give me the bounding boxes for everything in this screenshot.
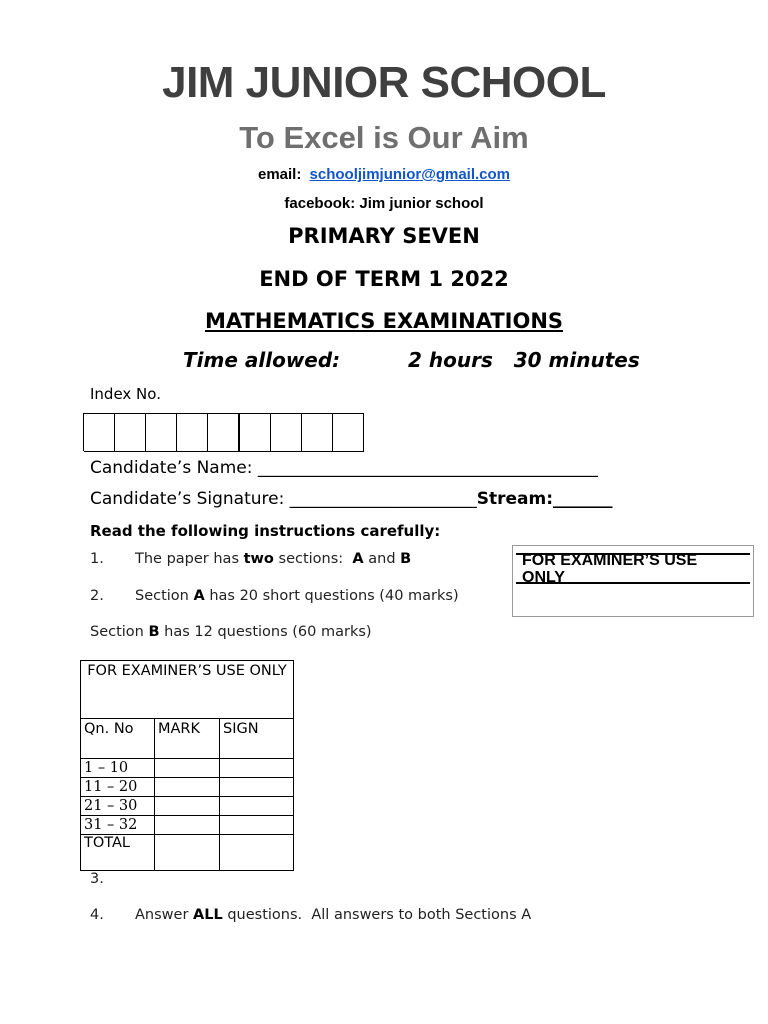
- school-name: JIM JUNIOR SCHOOL: [162, 58, 606, 107]
- table-row-total: [81, 835, 294, 871]
- table-row: [81, 797, 294, 816]
- school-motto: To Excel is Our Aim: [239, 120, 529, 155]
- instruction-item-1: 1. The paper has two sections: A and B: [90, 551, 412, 567]
- sign-cell[interactable]: [220, 797, 294, 816]
- sign-cell[interactable]: [220, 759, 294, 778]
- total-mark-cell[interactable]: [155, 835, 220, 871]
- candidate-signature-field[interactable]: [90, 489, 613, 509]
- index-box[interactable]: [115, 413, 146, 452]
- question-range: 1 – 10: [81, 759, 155, 778]
- sign-cell[interactable]: [220, 778, 294, 797]
- email-label: email:: [257, 166, 302, 183]
- index-number-boxes[interactable]: [83, 413, 364, 451]
- table-row: [81, 778, 294, 797]
- signature-label: Candidate’s Signature: ______________________: [90, 489, 477, 509]
- question-range: 11 – 20: [81, 778, 155, 797]
- index-box[interactable]: [177, 413, 208, 452]
- time-allowed-value: 2 hours 30 minutes: [408, 348, 640, 372]
- index-number-label: Index No.: [90, 385, 161, 403]
- mark-cell[interactable]: [155, 816, 220, 835]
- email-line: [0, 166, 768, 183]
- question-range: 31 – 32: [81, 816, 155, 835]
- table-row: [81, 816, 294, 835]
- index-box[interactable]: [333, 413, 364, 452]
- instruction-item-2b: Section B has 12 questions (60 marks): [90, 624, 372, 640]
- class-title: PRIMARY SEVEN: [288, 224, 480, 248]
- instructions-title: Read the following instructions carefully:: [90, 522, 441, 540]
- mark-cell[interactable]: [155, 778, 220, 797]
- examiner-marks-table: [80, 660, 294, 871]
- question-range: 21 – 30: [81, 797, 155, 816]
- index-box[interactable]: [146, 413, 177, 452]
- index-box[interactable]: [208, 413, 240, 452]
- column-header-sign: SIGN: [220, 719, 294, 759]
- examiner-use-box-label: FOR EXAMINER’S USE ONLY: [522, 552, 698, 586]
- instruction-item-4: 4. Answer ALL questions. All answers to both Sections A: [90, 907, 532, 923]
- index-box[interactable]: [240, 413, 271, 452]
- table-row: [81, 759, 294, 778]
- facebook-line: facebook: Jim junior school: [284, 195, 484, 212]
- marks-table-title: FOR EXAMINER’S USE ONLY: [81, 661, 294, 719]
- column-header-mark: MARK: [155, 719, 220, 759]
- mark-cell[interactable]: [155, 759, 220, 778]
- stream-field[interactable]: Stream:_______: [476, 489, 613, 509]
- term-title: END OF TERM 1 2022: [259, 267, 509, 291]
- total-sign-cell[interactable]: [220, 835, 294, 871]
- total-label: TOTAL: [81, 835, 155, 871]
- instruction-item-3: 3.: [90, 871, 104, 887]
- email-link[interactable]: schooljimjunior@gmail.com: [309, 166, 511, 183]
- examiner-use-box: [512, 545, 754, 617]
- mark-cell[interactable]: [155, 797, 220, 816]
- candidate-name-field[interactable]: Candidate’s Name: ________________________________________: [90, 458, 598, 478]
- index-box[interactable]: [84, 413, 115, 452]
- time-allowed-label: Time allowed:: [183, 348, 341, 372]
- instruction-item-2: 2. Section A has 20 short questions (40 marks): [90, 588, 459, 604]
- index-box[interactable]: [271, 413, 302, 452]
- subject-title: MATHEMATICS EXAMINATIONS: [204, 309, 564, 333]
- column-header-qn: Qn. No: [81, 719, 155, 759]
- index-box[interactable]: [302, 413, 333, 452]
- sign-cell[interactable]: [220, 816, 294, 835]
